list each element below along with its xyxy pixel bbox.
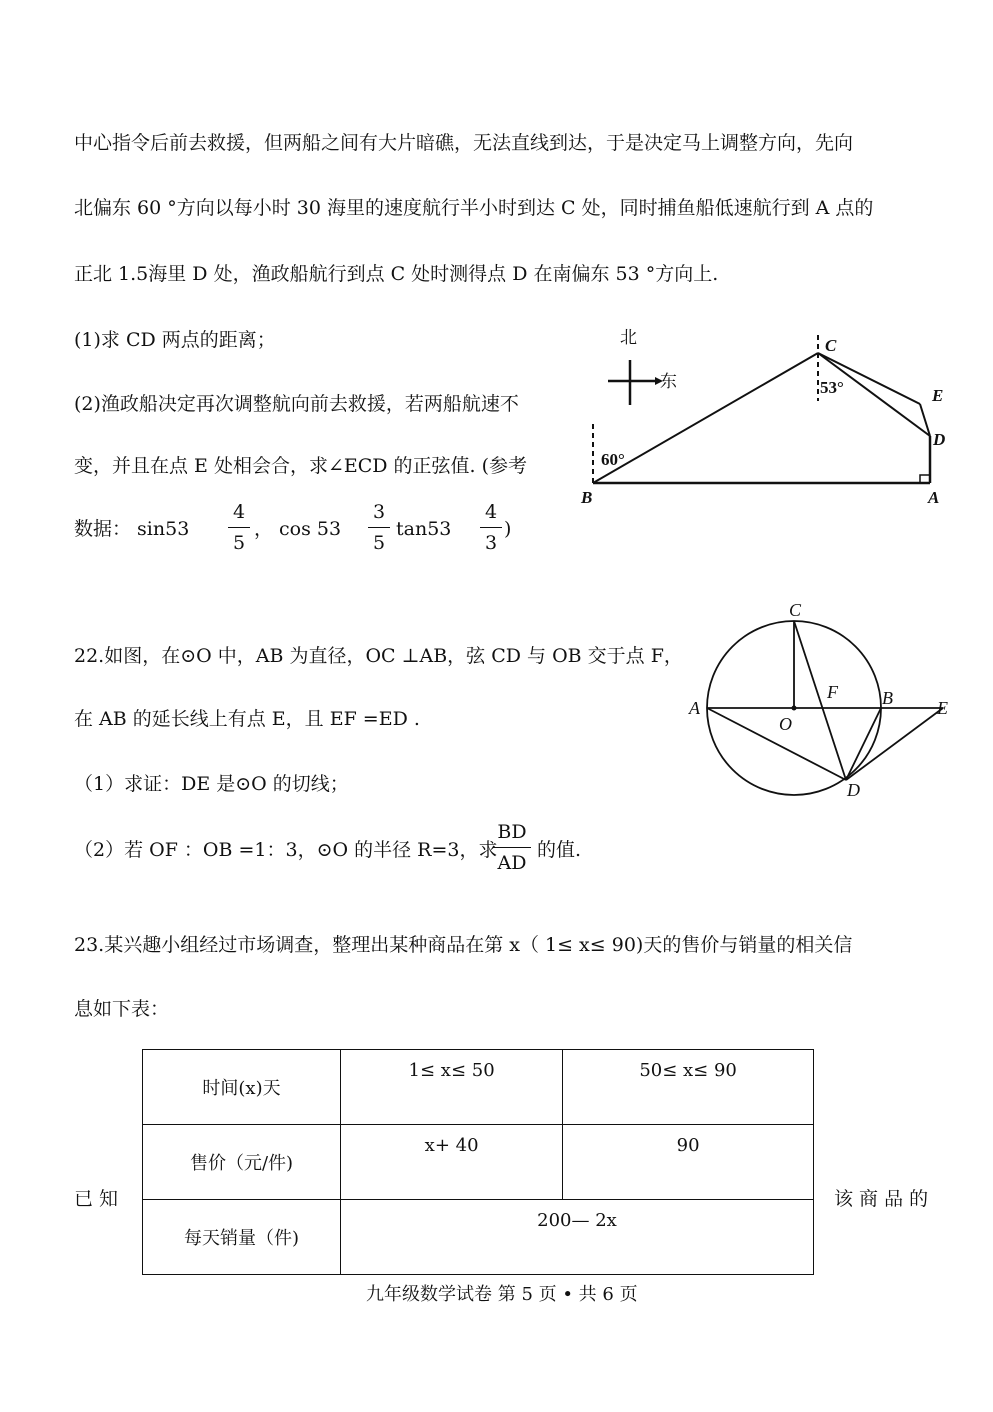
sin-num: 4 xyxy=(232,501,246,523)
circle-point-e: E xyxy=(937,698,948,718)
cos-den: 5 xyxy=(372,532,386,554)
bd-ad-fraction xyxy=(493,820,531,875)
table-cell: 90 xyxy=(563,1125,814,1200)
point-b-label: B xyxy=(581,488,593,507)
table-cell: 1≤ x≤ 50 xyxy=(341,1050,563,1125)
tan-num: 4 xyxy=(484,501,498,523)
page-footer: 九年级数学试卷 第 5 页 • 共 6 页 xyxy=(366,1284,638,1305)
p21-question2b: 变，并且在点 E 处相会合，求∠ECD 的正弦值. (参考 xyxy=(74,455,528,477)
point-a-label: A xyxy=(928,488,940,507)
table-cell: 售价（元/件) xyxy=(143,1125,341,1200)
ad-den: AD xyxy=(497,852,527,874)
circle-point-a: A xyxy=(689,698,700,718)
table-row xyxy=(143,1125,814,1200)
sin-den: 5 xyxy=(232,532,246,554)
point-c-label: C xyxy=(825,336,837,355)
p21-question1: (1)求 CD 两点的距离； xyxy=(74,329,276,351)
point-e-label: E xyxy=(932,386,944,405)
table-cell: x+ 40 xyxy=(341,1125,563,1200)
p21-tan-label: tan53 xyxy=(396,518,452,540)
table-cell: 时间(x)天 xyxy=(143,1050,341,1125)
p23-side-left: 已 知 xyxy=(74,1188,119,1210)
price-sales-table xyxy=(142,1049,814,1275)
tan-fraction xyxy=(480,500,502,555)
circle-point-c: C xyxy=(789,600,802,620)
point-d-label: D xyxy=(933,430,946,449)
circle-point-b: B xyxy=(882,688,893,708)
table-row xyxy=(143,1050,814,1125)
p21-cos-label: ， cos 53 xyxy=(254,518,342,540)
east-label: 东 xyxy=(660,372,677,391)
navigation-diagram xyxy=(575,325,955,515)
p21-line1: 中心指令后前去救援，但两船之间有大片暗礁，无法直线到达，于是决定马上调整方向，先向 xyxy=(74,132,854,154)
tan-den: 3 xyxy=(484,532,498,554)
p22-line2: 在 AB 的延长线上有点 E，且 EF =ED . xyxy=(74,708,420,730)
p23-line1: 23.某兴趣小组经过市场调查，整理出某种商品在第 x（ 1≤ x≤ 90)天的售价与销量的相关信 xyxy=(74,934,853,956)
p22-line1: 22.如图，在⊙O 中，AB 为直径，OC ⊥AB，弦 CD 与 OB 交于点 F， xyxy=(74,645,683,667)
angle-60-label: 60° xyxy=(601,450,625,469)
p23-line2: 息如下表： xyxy=(74,998,170,1020)
sin-fraction xyxy=(228,500,250,555)
circle-point-d: D xyxy=(847,780,860,800)
p21-ref-close: ) xyxy=(504,518,512,540)
table-cell: 每天销量（件) xyxy=(143,1200,341,1275)
cos-num: 3 xyxy=(372,501,386,523)
north-label: 北 xyxy=(620,328,637,347)
p21-ref-prefix: 数据： sin53 xyxy=(74,518,190,540)
bd-num: BD xyxy=(497,821,527,843)
circle-point-o: O xyxy=(779,714,792,734)
circle-point-f: F xyxy=(827,682,838,702)
p21-line2: 北偏东 60 °方向以每小时 30 海里的速度航行半小时到达 C 处，同时捕鱼船低速航行到 A 点的 xyxy=(74,197,874,219)
p22-question2: （2）若 OF ：OB =1：3，⊙O 的半径 R=3，求 xyxy=(74,839,498,861)
table-cell: 200— 2x xyxy=(341,1200,814,1275)
p23-side-right: 该 商 品 的 xyxy=(834,1188,929,1210)
circle-diagram xyxy=(685,600,965,805)
p21-question2a: (2)渔政船决定再次调整航向前去救援，若两船航速不 xyxy=(74,393,519,415)
p22-question1: （1）求证：DE 是⊙O 的切线； xyxy=(74,773,349,795)
table-row xyxy=(143,1200,814,1275)
table-cell: 50≤ x≤ 90 xyxy=(563,1050,814,1125)
p21-line3: 正北 1.5海里 D 处，渔政船航行到点 C 处时测得点 D 在南偏东 53 °方向上. xyxy=(74,263,719,285)
p22-question2-end: 的值. xyxy=(537,839,582,861)
angle-53-label: 53° xyxy=(820,378,844,397)
cos-fraction xyxy=(368,500,390,555)
